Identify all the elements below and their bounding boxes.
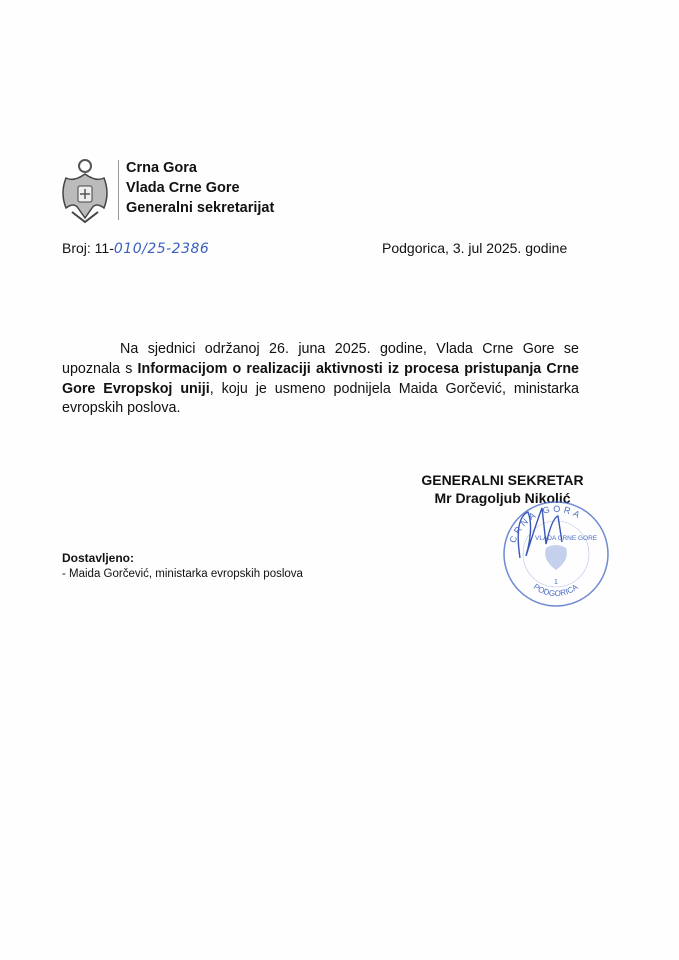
- signatory-title: GENERALNI SEKRETAR: [421, 472, 584, 488]
- header-divider: [118, 160, 119, 220]
- delivered-item: - Maida Gorčević, ministarka evropskih poslova: [62, 568, 303, 580]
- signatory-name: Mr Dragoljub Nikolić: [434, 490, 571, 506]
- organization-header: [126, 158, 274, 218]
- org-line: Crna Gora: [126, 160, 197, 176]
- coat-of-arms-icon: [58, 158, 112, 224]
- delivered-heading: Dostavljeno:: [62, 551, 135, 565]
- handwritten-number: 010/25-2386: [113, 241, 210, 257]
- svg-text:CRNA GORA: CRNA GORA: [507, 503, 585, 545]
- svg-text:PODGORICA: PODGORICA: [531, 582, 580, 599]
- reference-number: Broj: 11-010/25-2386: [62, 240, 210, 257]
- org-line: Vlada Crne Gore: [126, 180, 240, 196]
- official-stamp: [500, 498, 612, 610]
- svg-text:VLADA CRNE GORE: VLADA CRNE GORE: [535, 535, 598, 542]
- document-title: Informacijom o realizaciji aktivnosti iz procesa pristupanja Crne Gore Evropskoj uniji: [62, 360, 579, 397]
- place-date: Podgorica, 3. jul 2025. godine: [382, 240, 568, 256]
- org-line: Generalni sekretarijat: [126, 200, 275, 216]
- svg-text:1: 1: [554, 579, 558, 586]
- delivered-section: [62, 551, 303, 580]
- body-paragraph: Na sjednici održanoj 26. juna 2025. godine, Vlada Crne Gore se upoznala s Informacijom o realizaciji aktivnosti iz procesa pristupanja Crne Gore Evropskoj uniji, koju je usmeno podnijela Maida Gorčević, ministarka evropskih poslova.: [62, 341, 579, 417]
